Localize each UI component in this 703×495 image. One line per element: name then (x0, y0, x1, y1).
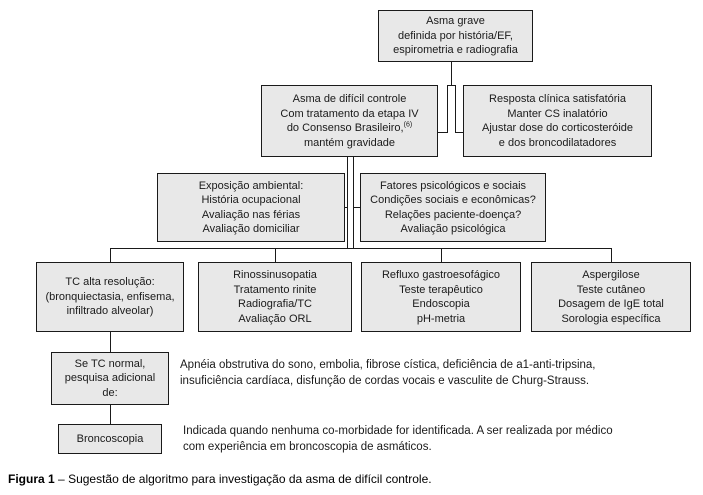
note-pesquisa-adicional (180, 357, 695, 389)
text-line: Asma de difícil controle (292, 93, 407, 105)
text-line: Condições sociais e econômicas? (370, 194, 536, 206)
text-line: Teste terapêutico (399, 283, 483, 296)
node-broncoscopia (58, 424, 162, 454)
text-line: Avaliação ORL (238, 312, 312, 325)
text-line: TC alta resolução: (65, 276, 155, 289)
connector-drop-refluxo (441, 248, 442, 262)
text-line: Apnéia obstrutiva do sono, embolia, fibrose cística, deficiência de a1-anti-tripsina, (180, 359, 596, 371)
text-line: Asma grave (426, 15, 485, 28)
text-line: Exposição ambiental: (198, 179, 304, 192)
note-broncoscopia (183, 423, 695, 455)
text-line: insuficiência cardíaca, disfunção de cordas vocais e vasculite de Churg-Strauss. (180, 375, 590, 387)
connector-top-feed (451, 62, 452, 85)
text-line: Endoscopia (412, 298, 470, 310)
node-asma-dificil-controle (261, 85, 438, 157)
text-line: infiltrado alveolar) (66, 305, 154, 318)
text-line: Ajustar dose do corticosteróide (481, 122, 634, 134)
node-aspergilose (531, 262, 691, 332)
node-fatores-psicossociais (360, 173, 546, 242)
figure-caption-text: Sugestão de algoritmo para investigação da asma de difícil controle. (68, 472, 432, 486)
node-exposicao-ambiental (157, 173, 345, 242)
text-line: Broncoscopia (76, 432, 144, 445)
connector-drop-aspergilose (611, 248, 612, 262)
text-line: Com tratamento da etapa IV (280, 107, 419, 120)
connector-branch-resposta (455, 132, 464, 133)
text-line: e dos broncodilatadores (498, 136, 617, 149)
text-line: Manter CS inalatório (507, 107, 608, 120)
text-line: Dosagem de IgE total (558, 298, 664, 310)
figure-caption-separator: – (58, 472, 65, 486)
text-line: Resposta clínica satisfatória (489, 93, 626, 105)
figure-caption-label: Figura 1 (8, 472, 55, 486)
text-line: com experiência em broncoscopia de asmáticos. (183, 441, 432, 453)
node-refluxo-gastroesofagico (361, 262, 521, 332)
connector-drop-rinossinusopatia (275, 248, 276, 262)
node-tc-alta-resolucao (36, 262, 184, 332)
text-line: (bronquiectasia, enfisema, (45, 290, 175, 303)
text-line: de: (102, 386, 118, 399)
text-line: Se TC normal, (74, 357, 146, 370)
text-line: Aspergilose (582, 269, 640, 281)
connector-branch-exposicao (345, 207, 347, 208)
text-line: espirometria e radiografia (393, 44, 518, 57)
node-resposta-satisfatoria (463, 85, 652, 157)
text-line: Relações paciente-doença? (384, 208, 522, 221)
node-rinossinusopatia (198, 262, 352, 332)
node-se-tc-normal (51, 352, 169, 405)
text-line: Tratamento rinite (233, 283, 317, 296)
text-line: História ocupacional (201, 194, 301, 206)
connector-branch-fatores (354, 207, 360, 208)
connector-pesquisa-to-broncoscopia (110, 405, 111, 424)
text-line: Teste cutâneo (576, 283, 646, 296)
text-line: mantém gravidade (303, 136, 396, 149)
connector-tc-to-pesquisa (110, 332, 111, 352)
text-line: Sorologia específica (561, 312, 661, 325)
text-line: pesquisa adicional (64, 372, 156, 385)
connector-distributor (110, 248, 612, 249)
text-line: Avaliação domiciliar (202, 223, 300, 235)
text-line: Refluxo gastroesofágico (381, 269, 500, 281)
connector-fork-right (455, 85, 456, 133)
text-line: definida por história/EF, (398, 29, 513, 42)
connector-mid-feed-left (347, 157, 348, 248)
text-line: Avaliação nas férias (201, 208, 301, 221)
text-line: Indicada quando nenhuma co-morbidade for identificada. A ser realizada por médico (183, 425, 613, 437)
text-segment: do Consenso Brasileiro, (286, 122, 404, 134)
text-line: Radiografia/TC (238, 298, 312, 310)
connector-branch-dificil-controle (438, 132, 447, 133)
reference-superscript: (6) (403, 121, 413, 129)
connector-fork-left (447, 85, 448, 133)
connector-drop-tc (110, 248, 111, 262)
connector-mid-feed-right (353, 157, 354, 248)
text-line: pH-metria (416, 312, 466, 325)
figure-caption (8, 472, 432, 486)
text-line: Avaliação psicológica (400, 223, 506, 235)
text-line: Fatores psicológicos e sociais (379, 179, 527, 192)
text-line (287, 121, 412, 136)
node-asma-grave (378, 10, 533, 62)
text-line: Rinossinusopatia (233, 269, 317, 281)
